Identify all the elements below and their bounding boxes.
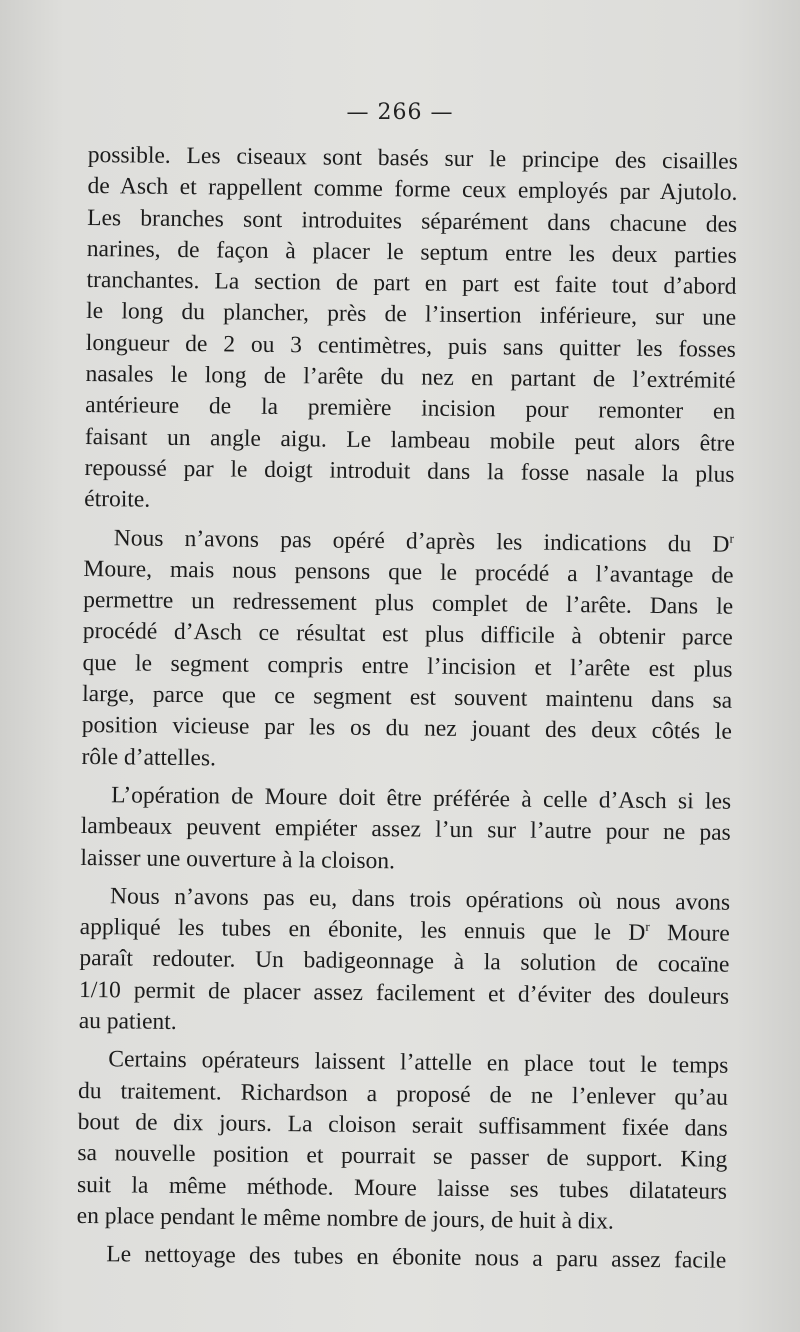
text-line: que le segment compris entre l’incision et l’arête est plus: [82, 649, 733, 683]
text-line: position vicieuse par les os du nez jouant des deux côtés le: [81, 712, 732, 746]
text-line: Les branches sont introduites séparément dans chacune des: [87, 204, 738, 238]
text-line: étroite.: [84, 486, 151, 513]
text-line: longueur de 2 ou 3 centimètres, puis sans quitter les fosses: [85, 329, 736, 363]
text-line: L’opération de Moure doit être préférée à celle d’Asch si les: [111, 782, 732, 815]
superscript: r: [645, 919, 650, 935]
page-number: — 266 —: [346, 100, 454, 125]
text-line: au patient.: [78, 1007, 177, 1035]
paragraph-5: [77, 1044, 729, 1239]
line-text: appliqué les tubes en ébonite, les ennuis que le D: [79, 914, 646, 947]
text-line: lambeaux peuvent empiéter assez l’un sur l’autre pour ne pas: [80, 813, 731, 847]
text-line: 1/10 permit de placer assez facilement et d’éviter des douleurs: [78, 976, 730, 1010]
paragraph-2: [81, 523, 734, 780]
body-text: [76, 140, 738, 1284]
text-line: permettre un redressement plus complet de l’arête. Dans le: [83, 587, 734, 620]
text-line: large, parce que ce segment est souvent maintenu dans sa: [82, 681, 733, 714]
paragraph-1: [84, 140, 738, 522]
text-line: narines, de façon à placer le septum entre les deux parties: [86, 235, 737, 269]
text-line: repoussé par le doigt introduit dans la fosse nasale la plus: [84, 454, 735, 488]
text-line: laisser une ouverture à la cloison.: [80, 844, 396, 874]
text-line: Le nettoyage des tubes en ébonite nous a paru assez facile: [106, 1241, 727, 1274]
text-line: Nous n’avons pas eu, dans trois opérations où nous avons: [109, 883, 731, 916]
text-line: Certains opérateurs laissent l’attelle en place tout le temps: [108, 1046, 729, 1080]
text-line: de Asch et rappellent comme forme ceux employés par Ajutolo.: [87, 173, 738, 207]
text-line: sa nouvelle position et pourrait se passer de support. King: [77, 1140, 728, 1173]
text-line: tranchantes. La section de part en part est faite tout d’abord: [86, 267, 737, 300]
text-line: faisant un angle aigu. Le lambeau mobile peut alors être: [84, 423, 735, 457]
text-line: suit la même méthode. Moure laisse ses tubes dilatateurs: [76, 1171, 728, 1205]
paragraph-4: [79, 881, 731, 1044]
text-line: le long du plancher, près de l’insertion inférieure, sur une: [86, 298, 737, 332]
text-line: Moure, mais nous pensons que le procédé a l’avantage de: [83, 555, 734, 589]
paragraph-3: [80, 780, 731, 881]
text-line: nasales le long de l’arête du nez en partant de l’extrémité: [85, 361, 736, 394]
paragraph-6: [76, 1239, 726, 1277]
text-line: procédé d’Asch ce résultat est plus difficile à obtenir parce: [82, 618, 733, 652]
text-line: antérieure de la première incision pour remonter en: [85, 392, 736, 426]
line-text: Nous n’avons pas opéré d’après les indications du D: [113, 524, 730, 558]
text-line: du traitement. Richardson a proposé de ne l’enlever qu’au: [77, 1077, 729, 1111]
line-text-tail: Moure: [649, 920, 730, 947]
text-line: bout de dix jours. La cloison serait suffisamment fixée dans: [77, 1108, 728, 1142]
superscript: r: [729, 530, 734, 546]
text-line: possible. Les ciseaux sont basés sur le principe des cisailles: [87, 141, 738, 175]
text-line: paraît redouter. Un badigeonnage à la solution de cocaïne: [79, 945, 730, 979]
text-line: rôle d’attelles.: [81, 743, 217, 772]
text-line: en place pendant le même nombre de jours, de huit à dix.: [76, 1202, 614, 1235]
